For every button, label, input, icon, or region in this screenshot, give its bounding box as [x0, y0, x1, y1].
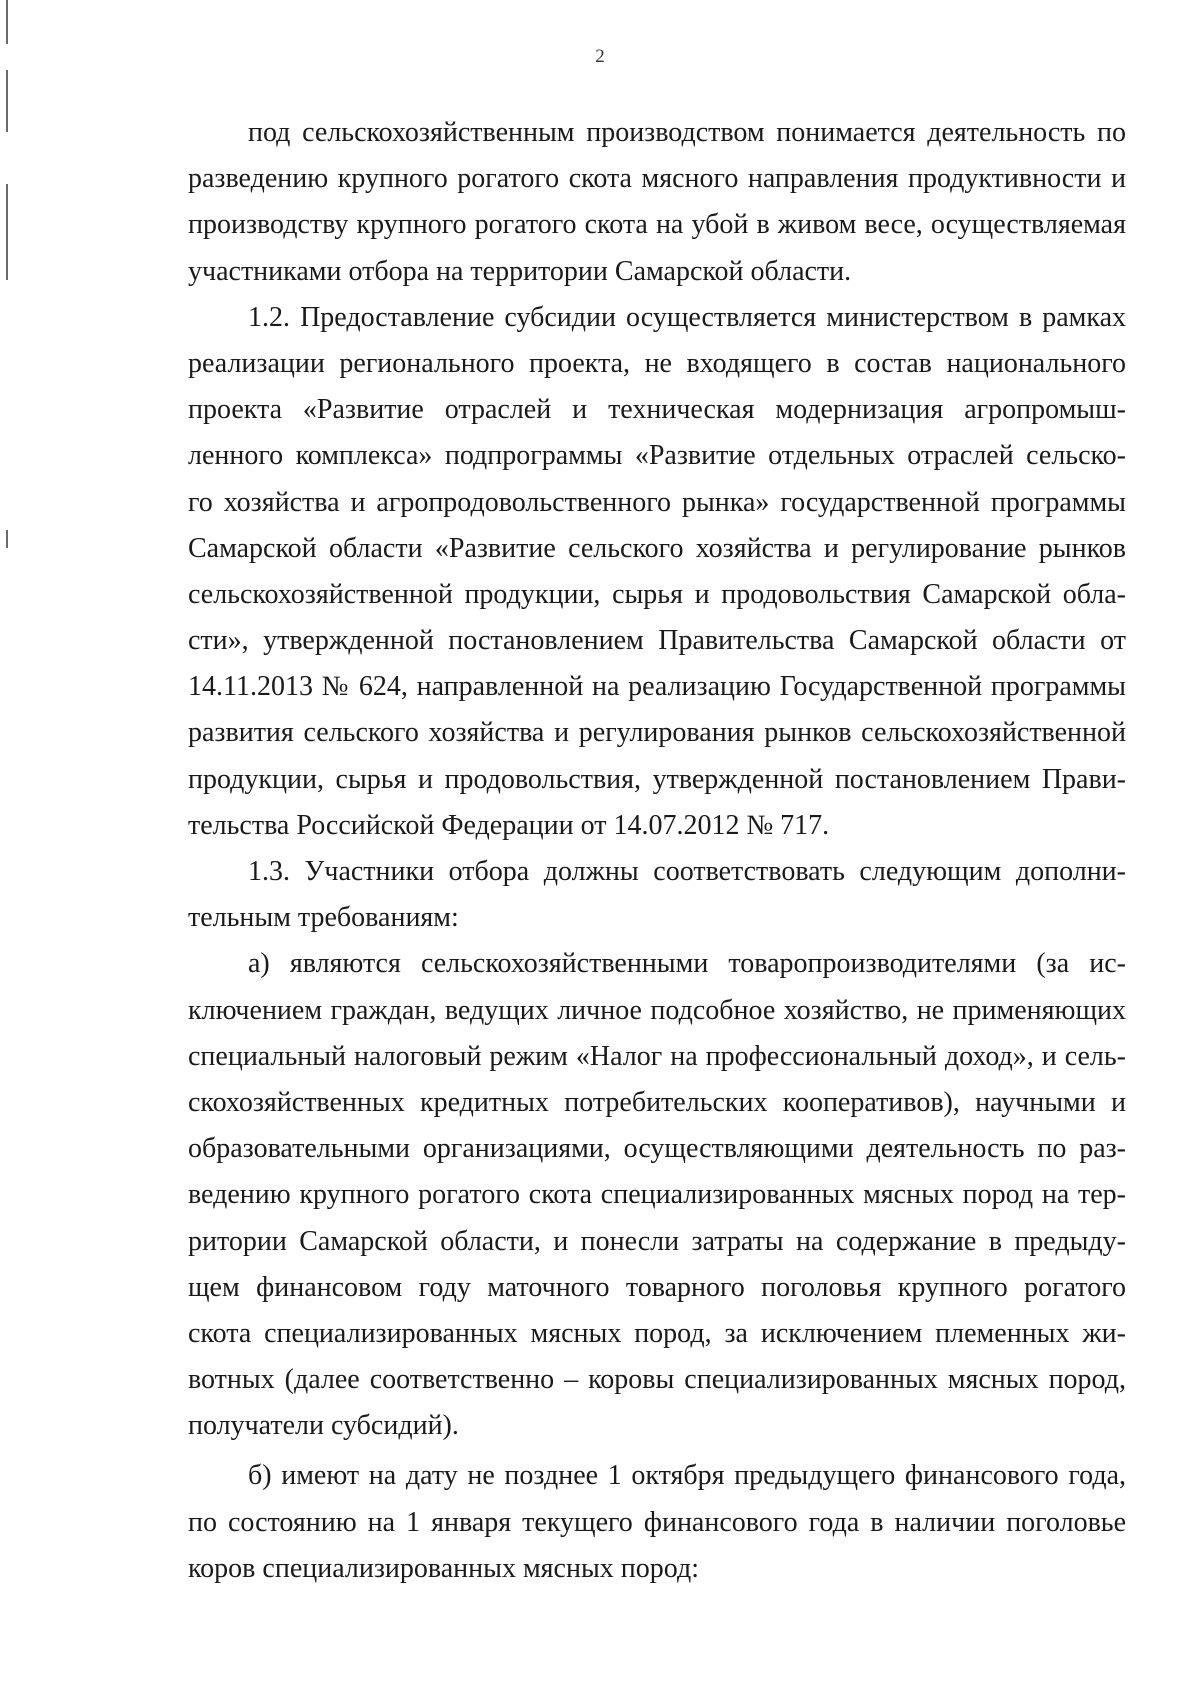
text-line: а) являются сельскохозяйственными товаропроизводителями (за ис- — [248, 948, 1126, 980]
text-line: специальный налоговый режим «Налог на профессиональный доход», и сель- — [188, 1040, 1126, 1072]
text-line: 1.2. Предоставление субсидии осуществляется министерством в рамках — [248, 301, 1126, 333]
text-line: ленного комплекса» подпрограммы «Развитие отдельных отраслей сельско- — [188, 440, 1126, 472]
scan-edge-mark — [6, 184, 8, 280]
text-line: щем финансовом году маточного товарного поголовья крупного рогатого — [188, 1271, 1126, 1303]
scan-edge-mark — [6, 0, 8, 44]
text-line: разведению крупного рогатого скота мясного направления продуктивности и — [188, 163, 1126, 195]
text-line: Самарской области «Развитие сельского хозяйства и регулирование рынков — [188, 532, 1126, 564]
text-line: б) имеют на дату не позднее 1 октября предыдущего финансового года, — [248, 1460, 1126, 1492]
text-line: продукции, сырья и продовольствия, утвержденной постановлением Прави- — [188, 763, 1126, 795]
text-line: 14.11.2013 № 624, направленной на реализацию Государственной программы — [188, 671, 1126, 703]
paragraph-1-2 — [188, 295, 1126, 849]
text-line: скота специализированных мясных пород, за исключением племенных жи- — [188, 1317, 1126, 1349]
text-line: 1.3. Участники отбора должны соответствовать следующим дополни- — [248, 856, 1126, 887]
text-line: по состоянию на 1 января текущего финансового года в наличии поголовье — [188, 1506, 1126, 1538]
text-line: реализации регионального проекта, не входящего в состав национального — [188, 347, 1126, 379]
page-number: 2 — [595, 46, 605, 67]
text-line: получатели субсидий). — [188, 1410, 459, 1442]
paragraph-definition — [188, 110, 1126, 295]
text-line: проекта «Развитие отраслей и техническая модернизация агропромыш- — [188, 394, 1126, 426]
text-line: го хозяйства и агропродовольственного рынка» государственной программы — [188, 486, 1126, 518]
text-line: сельскохозяйственной продукции, сырья и продовольствия Самарской обла- — [188, 578, 1126, 610]
text-line: производству крупного рогатого скота на убой в живом весе, осуществляемая — [188, 209, 1126, 241]
text-line: вотных (далее соответственно – коровы специализированных мясных пород, — [188, 1364, 1126, 1396]
text-line: тельства Российской Федерации от 14.07.2012 № 717. — [188, 809, 830, 841]
text-line: образовательными организациями, осуществляющими деятельность по раз- — [188, 1133, 1126, 1165]
text-line: ключением граждан, ведущих личное подсобное хозяйство, не применяющих — [188, 994, 1126, 1026]
text-line: тельным требованиям: — [188, 902, 459, 934]
text-line: развития сельского хозяйства и регулирования рынков сельскохозяйственной — [188, 717, 1126, 749]
text-line: коров специализированных мясных пород: — [188, 1552, 699, 1584]
text-line: под сельскохозяйственным производством понимается деятельность по — [248, 117, 1126, 148]
text-line: скохозяйственных кредитных потребительских кооперативов), научными и — [188, 1086, 1126, 1118]
text-line: ведению крупного рогатого скота специализированных мясных пород на тер- — [188, 1179, 1126, 1211]
text-line: ритории Самарской области, и понесли затраты на содержание в предыду- — [188, 1225, 1126, 1257]
paragraph-item-b — [188, 1453, 1126, 1592]
paragraph-1-3 — [188, 849, 1126, 941]
paragraph-item-a — [188, 941, 1126, 1449]
document-body — [188, 110, 1126, 1592]
scan-edge-mark — [6, 530, 8, 548]
text-line: участниками отбора на территории Самарской области. — [188, 255, 852, 287]
text-line: сти», утвержденной постановлением Правительства Самарской области от — [188, 625, 1126, 657]
scan-edge-mark — [6, 70, 8, 132]
